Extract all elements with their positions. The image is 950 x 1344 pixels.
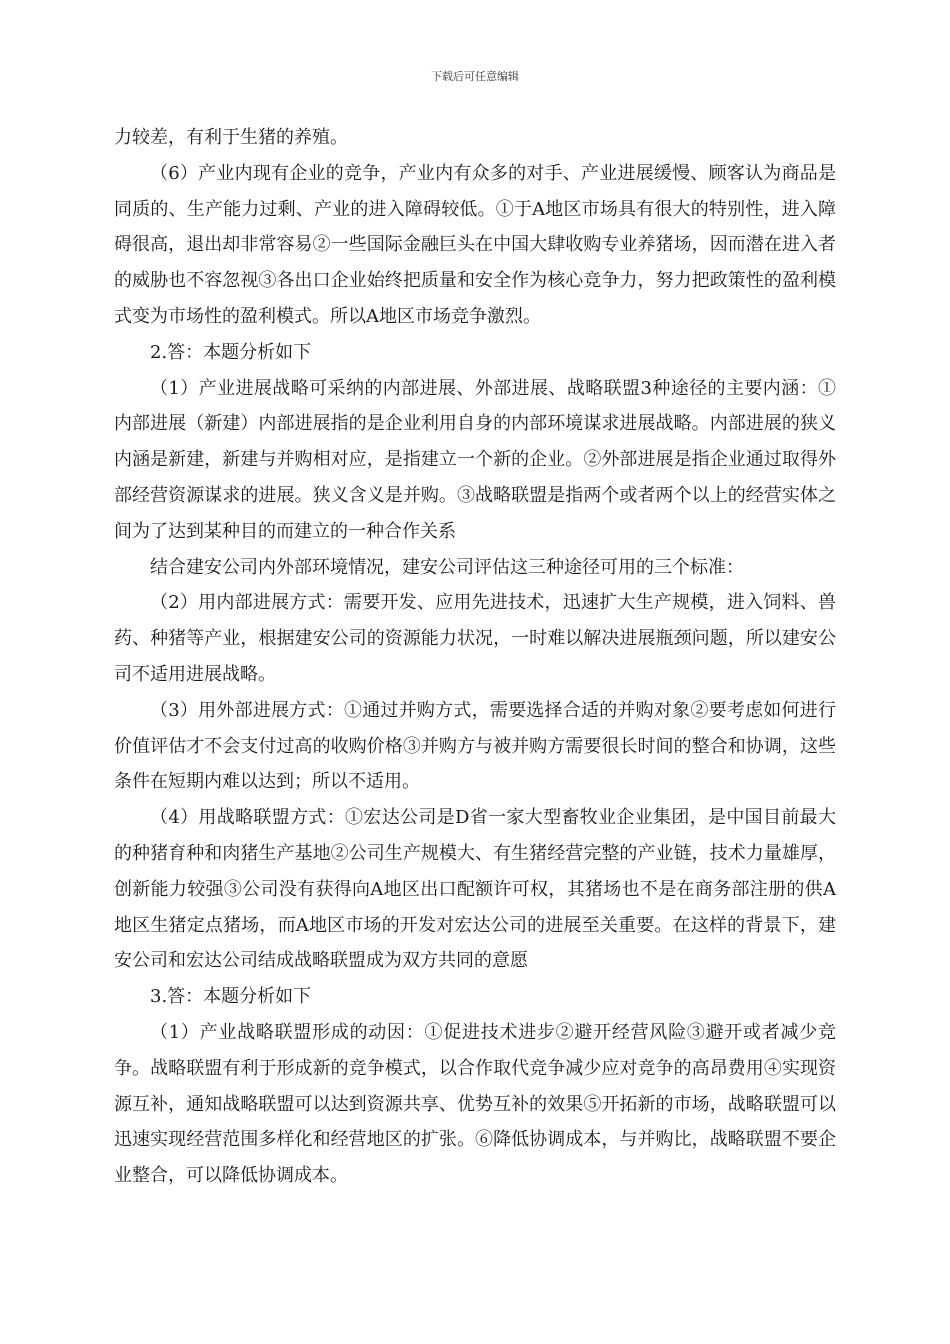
- answer-3-heading: 3.答：本题分析如下: [150, 986, 312, 1008]
- paragraph-evaluation-criteria: 结合建安公司内外部环境情况，建安公司评估这三种途径可用的三个标准：: [150, 556, 744, 578]
- page-header: 下载后可任意编辑: [431, 70, 519, 83]
- paragraph-industry-competition: （6）产业内现有企业的竞争，产业内有众多的对手、产业进展缓慢、顾客认为商品是同质的、生产能力过剩、产业的进入障碍较低。①于A地区市场具有很大的特别性，进入障碍很高，退出却非常容易②一些国际金融巨头在中国大肆收购专业养猪场，因而潜在进入者的威胁也不容忽视③各出口企业始终把质量和安全作为核心竞争力，努力把政策性的盈利模式变为市场性的盈利模式。所以A地区市场竞争激烈。: [114, 162, 836, 327]
- paragraph-internal-development: （2）用内部进展方式：需要开发、应用先进技术，迅速扩大生产规模，进入饲料、兽药、种猪等产业，根据建安公司的资源能力状况，一时难以解决进展瓶颈问题，所以建安公司不适用进展战略。: [114, 592, 836, 685]
- paragraph-alliance-motives: （1）产业战略联盟形成的动因：①促进技术进步②避开经营风险③避开或者减少竞争。战略联盟有利于形成新的竞争模式，以合作取代竞争减少应对竞争的高昂费用④实现资源互补，通知战略联盟可以达到资源共享、优势互补的效果⑤开拓新的市场，战略联盟可以迅速实现经营范围多样化和经营地区的扩张。⑥降低协调成本，与并购比，战略联盟不要企业整合，可以降低协调成本。: [114, 1021, 836, 1187]
- paragraph-continuation: 力较差，有利于生猪的养殖。: [114, 127, 348, 148]
- document-body: [114, 120, 836, 1194]
- paragraph-strategic-alliance: （4）用战略联盟方式：①宏达公司是D省一家大型畜牧业企业集团，是中国目前最大的种猪育种和肉猪生产基地②公司生产规模大、有生猪经营完整的产业链，技术力量雄厚，创新能力较强③公司没有获得向A地区出口配额许可权，其猪场也不是在商务部注册的供A地区生猪定点猪场，而A地区市场的开发对宏达公司的进展至关重要。在这样的背景下，建安公司和宏达公司结成战略联盟成为双方共同的意愿: [114, 807, 836, 972]
- answer-2-heading: 2.答：本题分析如下: [150, 341, 312, 363]
- paragraph-development-paths: （1）产业进展战略可采纳的内部进展、外部进展、战略联盟3种途径的主要内涵：①内部进展（新建）内部进展指的是企业利用自身的内部环境谋求进展战略。内部进展的狭义内涵是新建，新建与并购相对应，是指建立一个新的企业。②外部进展是指企业通过取得外部经营资源谋求的进展。狭义含义是并购。③战略联盟是指两个或者两个以上的经营实体之间为了达到某种目的而建立的一种合作关系: [114, 377, 836, 542]
- paragraph-external-development: （3）用外部进展方式：①通过并购方式，需要选择合适的并购对象②要考虑如何进行价值评估才不会支付过高的收购价格③并购方与被并购方需要很长时间的整合和协调，这些条件在短期内难以达到；所以不适用。: [114, 699, 836, 793]
